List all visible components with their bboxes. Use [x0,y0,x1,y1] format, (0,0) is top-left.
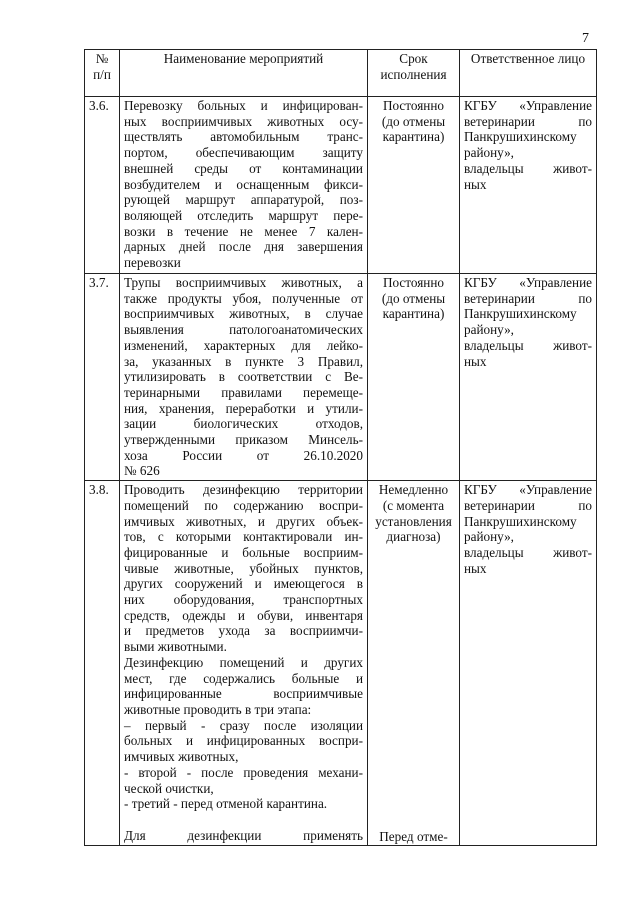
text-line: теринарными правилами перемеще- [124,384,363,400]
text-line: утвержденными приказом Минсель- [124,432,363,448]
text-line: и предметов ухода за восприимчи- [124,623,363,639]
term-line: (до отмены [381,290,446,306]
responsible-party [460,97,597,274]
text-line: имчивых животных, и других объек- [124,513,363,529]
header-name-text: Наименование мероприятий [163,51,324,66]
text-line: - второй - после проведения механи- [124,764,363,780]
row-number: 3.7. [85,274,120,481]
term-line: Постоянно [382,275,444,290]
resp-line: владельцы живот- [464,337,592,353]
term-line: Немедленно [378,482,449,498]
text-line: возбудителем и оснащенным фикси- [124,176,363,192]
measure-term [368,97,460,274]
text-line: - третий - перед отменой карантина. [124,796,328,812]
text-line: чивые животные, убойных пунктов, [124,560,363,576]
text-line-blank [124,812,363,828]
text-line: за, указанных в пункте 3 Правил, [124,353,363,369]
text-line: внешней среды от контаминации [124,160,363,176]
header-responsible-text: Ответственное лицо [470,51,586,66]
text-line: мест, где содержались больные и [124,670,363,686]
text-line: ния, хранения, переработки и утили- [124,400,363,416]
row-number: 3.8. [85,481,120,846]
text-line: рующей маршрут аппаратурой, поз- [124,192,363,208]
measure-name [120,97,368,274]
text-line: больных и инфицированных воспри- [124,733,363,749]
header-term-line: Срок [399,51,428,66]
term-line: (до отмены [381,113,446,129]
measure-term [368,274,460,481]
text-line: также продукты убоя, полученные от [124,290,363,306]
term-line: Постоянно [382,98,444,113]
table-row [85,274,597,481]
row-number: 3.6. [85,97,120,274]
table-header-row [85,50,597,97]
text-line: – первый - сразу после изоляции [124,717,363,733]
text-line: них оборудования, транспортных [124,592,363,608]
resp-line: району», [464,529,514,545]
resp-line: Панкрушихинскому [464,513,577,529]
text-line: инфицированные восприимчивые [124,686,363,702]
text-line: изменений, характерных для лейко- [124,337,363,353]
text-line: зации биологических отходов, [124,416,363,432]
measures-table [84,49,597,846]
resp-line: КГБУ «Управление [464,482,592,498]
term-line: диагноза) [386,529,441,545]
resp-line: КГБУ «Управление [464,275,592,290]
text-line: восприимчивых животных, в случае [124,306,363,322]
resp-line: ветеринарии по [464,113,592,129]
resp-line: району», [464,145,514,161]
responsible-party [460,481,597,846]
header-num-line: № [95,51,109,66]
text-line: Дезинфекцию помещений и других [124,654,363,670]
header-name [120,50,368,97]
resp-line: району», [464,322,514,338]
text-line: возки в течение не менее 7 кален- [124,223,363,239]
text-line: Для дезинфекции применять [124,827,363,843]
text-line: портом, обеспечивающим защиту [124,145,363,161]
resp-line: ных [464,560,487,576]
resp-line: владельцы живот- [464,544,592,560]
responsible-party [460,274,597,481]
page-number: 7 [582,31,589,46]
measure-term [368,481,460,846]
text-line: выми животными. [124,639,227,655]
text-line: дарных дней после дня завершения [124,239,363,255]
term-line: (с момента [382,497,445,513]
text-line: ных восприимчивых животных осу- [124,113,363,129]
resp-line: Панкрушихинскому [464,306,577,322]
text-line: утилизировать в соответствии с Ве- [124,369,363,385]
table-row [85,481,597,846]
text-line: тов, с которыми контактировали ин- [124,529,363,545]
resp-line: Панкрушихинскому [464,129,577,145]
text-line: Проводить дезинфекцию территории [124,482,363,498]
text-line: фицированные и больные восприим- [124,544,363,560]
text-line: животные проводить в три этапа: [124,701,312,717]
text-line: перевозки [124,255,181,271]
text-line: ществлять автомобильным транс- [124,129,363,145]
header-term [368,50,460,97]
text-line: хоза России от 26.10.2020 [124,447,363,463]
text-line: имчивых животных, [124,749,239,765]
text-line: средств, одежды и обуви, инвентаря [124,607,363,623]
header-term-line: исполнения [380,66,447,82]
term-line: карантина) [382,129,445,145]
header-num [85,50,120,97]
resp-line: ных [464,176,487,192]
text-line: выявления патологоанатомических [124,322,363,338]
resp-line: ных [464,353,487,369]
text-line: помещений по содержанию воспри- [124,497,363,513]
resp-line: КГБУ «Управление [464,98,592,113]
table-row [85,97,597,274]
term-line: установления [375,513,452,529]
text-line: ческой очистки, [124,780,214,796]
text-line: Трупы восприимчивых животных, а [124,275,363,290]
term-bottom-line: Перед отме- [379,829,448,845]
resp-line: владельцы живот- [464,160,592,176]
header-num-line: п/п [93,66,111,82]
resp-line: ветеринарии по [464,497,592,513]
text-line: Перевозку больных и инфицирован- [124,98,363,113]
measure-name [120,274,368,481]
term-line: карантина) [382,306,445,322]
header-responsible [460,50,597,97]
measure-name [120,481,368,846]
text-line: № 626 [124,463,160,479]
resp-line: ветеринарии по [464,290,592,306]
text-line: других сооружений и имеющегося в [124,576,363,592]
text-line: воляющей отследить маршрут пере- [124,207,363,223]
